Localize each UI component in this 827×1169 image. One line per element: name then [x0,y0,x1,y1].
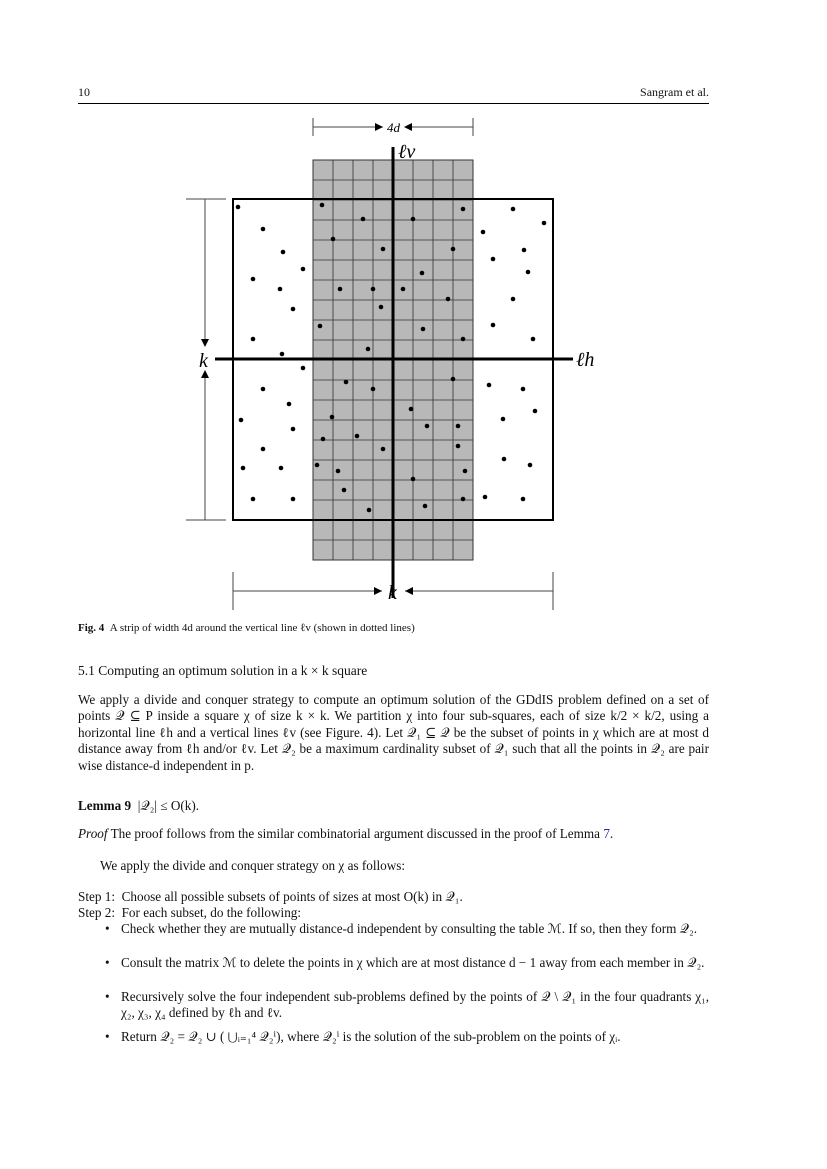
point [291,497,296,502]
step-label: Step 2: [78,905,115,920]
point [355,434,360,439]
lemma-label: Lemma 9 [78,798,132,813]
proof [78,826,709,842]
point [411,477,416,482]
figure-caption [78,622,415,634]
point [251,337,256,342]
steps-intro: We apply the divide and conquer strategy on χ as follows: [100,858,406,873]
point [521,387,526,392]
point [261,227,266,232]
point [501,417,506,422]
point [461,337,466,342]
lemma-7-link[interactable]: 7 [603,826,610,841]
point [451,247,456,252]
proof-end: . [609,826,614,841]
point [336,469,341,474]
label-4d: 4d [387,120,400,135]
proof-text: The proof follows from the similar combinatorial argument discussed in the proof of Lemma [110,826,601,841]
point [401,287,406,292]
point [491,257,496,262]
point [456,444,461,449]
point [281,250,286,255]
point [291,307,296,312]
point [278,287,283,292]
bullet-item [106,955,709,971]
point [421,327,426,332]
point [451,377,456,382]
page-number: 10 [78,85,90,99]
point [236,205,241,210]
point [241,466,246,471]
point [456,424,461,429]
point [344,380,349,385]
bullet-item [106,1029,709,1045]
point [446,297,451,302]
point [287,402,292,407]
point [423,504,428,509]
point [521,497,526,502]
label-lv: ℓv [398,141,416,163]
point [251,277,256,282]
section-heading: 5.1 Computing an optimum solution in a k × k square [78,663,368,678]
point [371,387,376,392]
point [239,418,244,423]
lemma-9 [78,798,709,814]
bullet-text: • Consult the matrix ℳ to delete the points in χ which are at most distance d − 1 away from each member in 𝒬₂. [121,955,705,970]
point [279,466,284,471]
point [491,323,496,328]
bullet-item [106,921,709,937]
point [330,415,335,420]
point [533,409,538,414]
point [420,271,425,276]
point [315,463,320,468]
point [338,287,343,292]
label-lh: ℓh [576,349,595,371]
paragraph-intro: We apply a divide and conquer strategy to compute an optimum solution of the GDdIS problem defined on a set of points 𝒬 ⊆ P inside a square χ of size k × k. We partition χ into four sub-squares, each of size k/2 × k/2, using a horizontal line ℓh and a vertical lines ℓv (see Figure. 4). Let 𝒬₁ ⊆ 𝒬 be the subset of points in χ which are at most d distance away from ℓh and/or ℓv. Let 𝒬₂ be a maximum cardinality subset of 𝒬₁ such that all the points in 𝒬₂ are pair wise distance-d independent in p. [78,692,709,773]
step-text: For each subset, do the following: [121,905,302,920]
bullet-text: • Recursively solve the four independent sub-problems defined by the points of 𝒬 \ 𝒬₁ in the four quadrants χ₁, χ₂, χ₃, χ₄ defined by ℓh and ℓv. [121,989,709,1021]
point [411,217,416,222]
bullet-item [106,989,709,1022]
point [461,497,466,502]
point [321,437,326,442]
lemma-statement: |𝒬₂| ≤ O(k). [137,798,200,813]
point [301,366,306,371]
point [461,207,466,212]
point [379,305,384,310]
point [463,469,468,474]
caption-text: A strip of width 4d around the vertical line ℓv (shown in dotted lines) [109,622,415,634]
point [318,324,323,329]
point [280,352,285,357]
point [361,217,366,222]
point [531,337,536,342]
point [381,247,386,252]
point [481,230,486,235]
point [528,463,533,468]
label-k-bottom: k [388,582,397,604]
point [511,297,516,302]
point [487,383,492,388]
step-2 [78,905,709,921]
running-header-authors: Sangram et al. [640,85,709,99]
point [542,221,547,226]
point [409,407,414,412]
step-1 [78,889,709,905]
caption-label: Fig. 4 [78,622,105,634]
point [291,427,296,432]
proof-label: Proof [78,826,108,841]
point [261,447,266,452]
point [425,424,430,429]
point [261,387,266,392]
step-label: Step 1: [78,889,115,904]
bullet-text: • Return 𝒬₂ = 𝒬₂ ∪ ( ⋃ᵢ₌₁⁴ 𝒬₂ⁱ), where 𝒬₂ⁱ is the solution of the sub-problem on the points of χᵢ. [121,1029,621,1044]
point [522,248,527,253]
bullet-text: • Check whether they are mutually distance-d independent by consulting the table ℳ. If so, then they form 𝒬₂. [121,921,698,936]
step-text: Choose all possible subsets of points of sizes at most O(k) in 𝒬₁. [121,889,463,904]
point [371,287,376,292]
point [526,270,531,275]
point [367,508,372,513]
point [483,495,488,500]
point [342,488,347,493]
point [320,203,325,208]
point [511,207,516,212]
point [331,237,336,242]
point [381,447,386,452]
label-k-left: k [199,350,208,372]
point [366,347,371,352]
point [301,267,306,272]
point [251,497,256,502]
point [502,457,507,462]
